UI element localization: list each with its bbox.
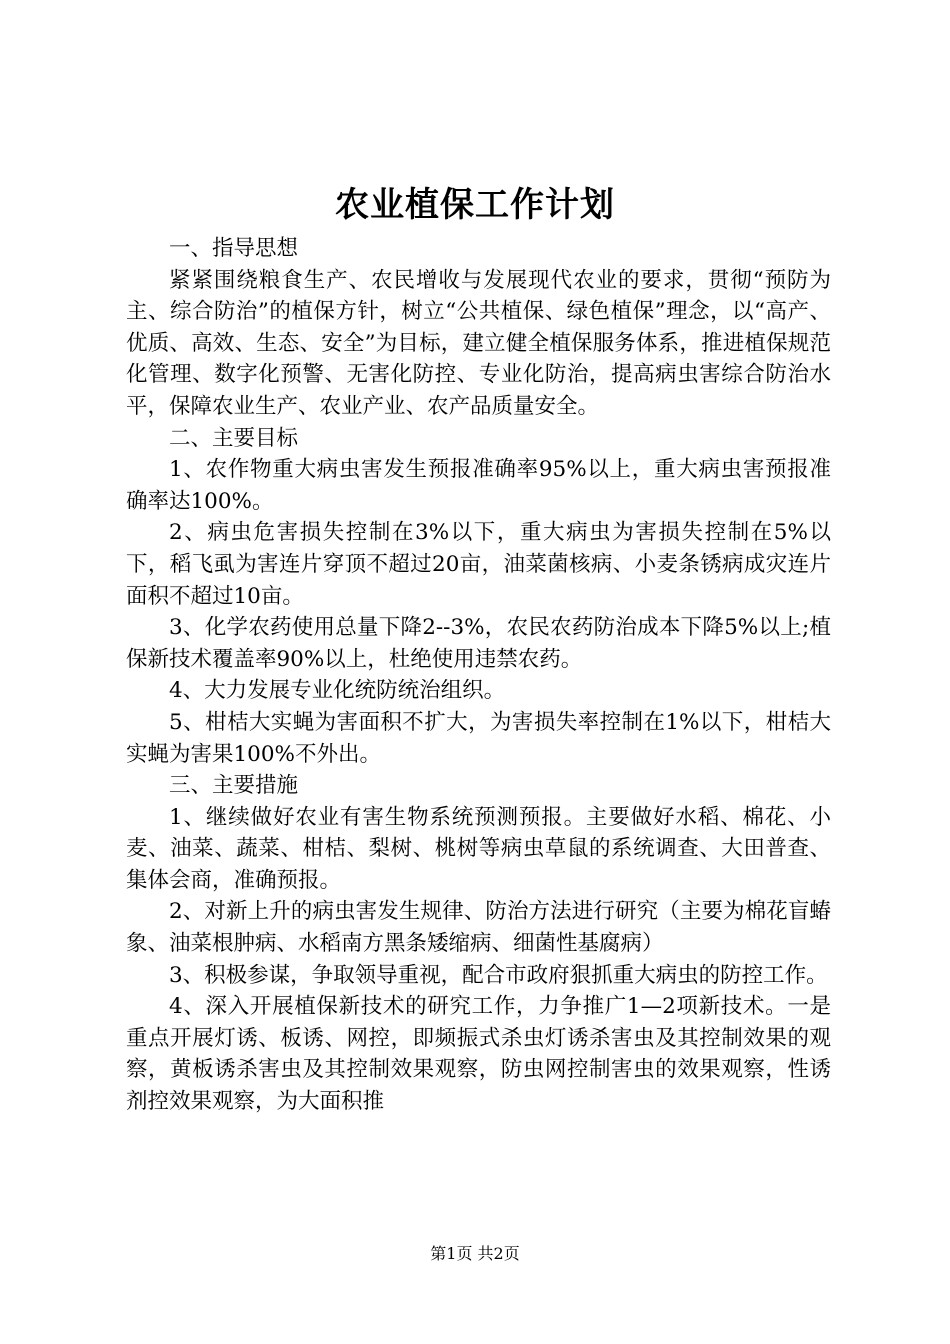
section-heading: 三、主要措施: [169, 773, 299, 799]
list-item: 4、深入开展植保新技术的研究工作，力争推广1—2项新技术。一是重点开展灯诱、板诱、网控，即频振式杀虫灯诱杀害虫及其控制效果的观察，黄板诱杀害虫及其控制效果观察，防虫网控制害虫的效果观察，性诱剂控效果观察，为大面积推: [126, 994, 831, 1115]
list-item: 3、化学农药使用总量下降2--3%，农民农药防治成本下降5%以上;植保新技术覆盖率90%以上，杜绝使用违禁农药。: [126, 615, 831, 672]
paragraph: 紧紧围绕粮食生产、农民增收与发展现代农业的要求，贯彻“预防为主、综合防治”的植保方针，树立“公共植保、绿色植保”理念，以“高产、优质、高效、生态、安全”为目标，建立健全植保服务体系，推进植保规范化管理、数字化预警、无害化防控、专业化防治，提高病虫害综合防治水平，保障农业生产、农业产业、农产品质量安全。: [126, 267, 831, 419]
page-footer: 第1页 共2页: [430, 1244, 520, 1263]
list-item: 5、柑桔大实蝇为害面积不扩大，为害损失率控制在1%以下，柑桔大实蝇为害果100%不外出。: [126, 709, 831, 767]
list-item: 2、病虫危害损失控制在3%以下，重大病虫为害损失控制在5%以下，稻飞虱为害连片穿顶不超过20亩，油菜菌核病、小麦条锈病成灾连片面积不超过10亩。: [126, 520, 831, 609]
section-heading: 二、主要目标: [169, 425, 299, 451]
document-title: 农业植保工作计划: [335, 185, 615, 225]
list-item: 4、大力发展专业化统防统治组织。: [169, 678, 506, 704]
document-body: [126, 233, 831, 1118]
section-heading: 一、指导思想: [169, 236, 299, 261]
list-item: 1、继续做好农业有害生物系统预测预报。主要做好水稻、棉花、小麦、油菜、蔬菜、柑桔、梨树、桃树等病虫草鼠的系统调查、大田普查、集体会商，准确预报。: [126, 804, 831, 893]
list-item: 2、对新上升的病虫害发生规律、防治方法进行研究（主要为棉花盲蝽象、油菜根肿病、水稻南方黑条矮缩病、细菌性基腐病）: [126, 899, 831, 957]
list-item: 3、积极参谋，争取领导重视，配合市政府狠抓重大病虫的防控工作。: [169, 962, 828, 988]
list-item: 1、农作物重大病虫害发生预报准确率95%以上，重大病虫害预报准确率达100%。: [126, 457, 831, 514]
